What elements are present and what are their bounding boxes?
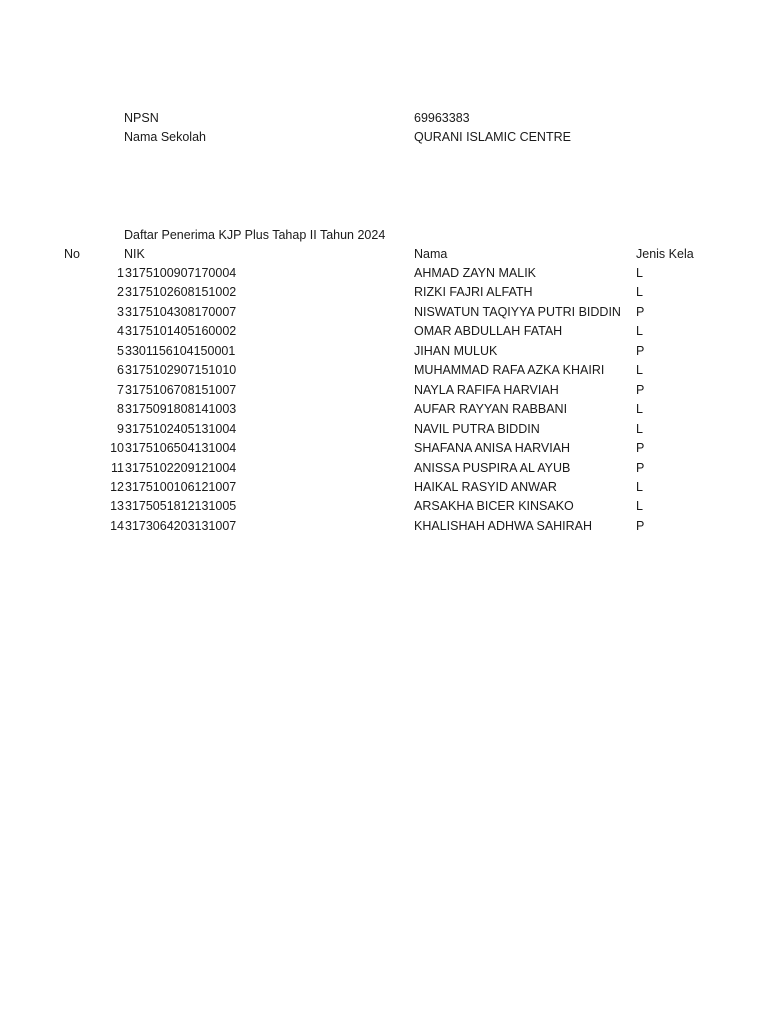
row-jenis-kelamin: L [636,421,643,436]
row-jenis-kelamin: P [636,460,645,475]
row-no: 2 [117,285,124,300]
row-jenis-kelamin: L [636,285,643,300]
row-no: 5 [117,343,124,358]
table-row [0,498,768,518]
row-nama: NAVIL PUTRA BIDDIN [414,421,540,436]
row-nik: 3175102209121004 [125,460,237,475]
row-nik: 3175051812131005 [125,499,237,514]
row-jenis-kelamin: L [636,324,643,339]
table-row [0,421,768,441]
row-jenis-kelamin: L [636,479,643,494]
row-nama: MUHAMMAD RAFA AZKA KHAIRI [414,363,605,378]
row-no: 1 [117,266,124,280]
row-nama: OMAR ABDULLAH FATAH [414,324,563,339]
npsn-value: 69963383 [414,111,470,125]
row-nama: KHALISHAH ADHWA SAHIRAH [414,518,593,533]
row-nik: 3175102608151002 [125,285,237,300]
row-jenis-kelamin: L [636,266,643,280]
row-no: 4 [117,324,124,339]
row-jenis-kelamin: P [636,343,645,358]
table-row [0,304,768,324]
school-name-label: Nama Sekolah [124,130,206,144]
row-jenis-kelamin: L [636,363,643,378]
row-nama: HAIKAL RASYID ANWAR [414,479,557,494]
row-nama: AHMAD ZAYN MALIK [414,266,537,280]
row-nama: ARSAKHA BICER KINSAKO [414,499,574,514]
header-jenis-kelamin: Jenis Kela [636,247,694,261]
row-jenis-kelamin: L [636,499,643,514]
header-nama: Nama [414,247,448,261]
table-row [0,323,768,343]
row-nik: 3175104308170007 [125,304,237,319]
row-nik: 3175100907170004 [125,266,237,280]
row-nik: 3175106504131004 [125,441,237,456]
row-no: 8 [117,402,124,417]
row-no: 9 [117,421,124,436]
table-row [0,343,768,363]
npsn-label: NPSN [124,111,159,125]
row-nik: 3175106708151007 [125,382,237,397]
row-jenis-kelamin: L [636,402,643,417]
row-nik: 3301156104150001 [125,343,236,358]
row-no: 7 [117,382,124,397]
table-row [0,362,768,382]
row-nik: 3175100106121007 [125,479,237,494]
row-nik: 3173064203131007 [125,518,237,533]
table-row [0,460,768,480]
row-nama: NAYLA RAFIFA HARVIAH [414,382,559,397]
row-nama: RIZKI FAJRI ALFATH [414,285,533,300]
table-row [0,479,768,499]
row-nama: JIHAN MULUK [414,343,498,358]
list-title: Daftar Penerima KJP Plus Tahap II Tahun 2024 [124,228,386,242]
row-no: 14 [110,518,124,533]
row-no: 6 [117,363,124,378]
row-no: 10 [110,441,124,456]
row-no: 13 [110,499,124,514]
row-no: 3 [117,304,124,319]
row-jenis-kelamin: P [636,304,645,319]
row-nama: AUFAR RAYYAN RABBANI [414,402,568,417]
row-nik: 3175102405131004 [125,421,237,436]
header-no: No [64,247,80,261]
row-no: 12 [110,479,124,494]
table-row [0,265,768,285]
table-row [0,440,768,460]
table-row [0,401,768,421]
row-nik: 3175102907151010 [125,363,237,378]
row-nik: 3175101405160002 [125,324,237,339]
row-nama: ANISSA PUSPIRA AL AYUB [414,460,571,475]
row-jenis-kelamin: P [636,441,645,456]
row-nama: NISWATUN TAQIYYA PUTRI BIDDIN [414,304,621,319]
row-nama: SHAFANA ANISA HARVIAH [414,441,571,456]
row-no: 11 [111,460,124,475]
table-row [0,518,768,538]
table-row [0,284,768,304]
header-nik: NIK [124,247,145,261]
row-jenis-kelamin: P [636,518,645,533]
row-jenis-kelamin: P [636,382,645,397]
school-name-value: QURANI ISLAMIC CENTRE [414,130,571,144]
table-row [0,382,768,402]
row-nik: 3175091808141003 [125,402,237,417]
